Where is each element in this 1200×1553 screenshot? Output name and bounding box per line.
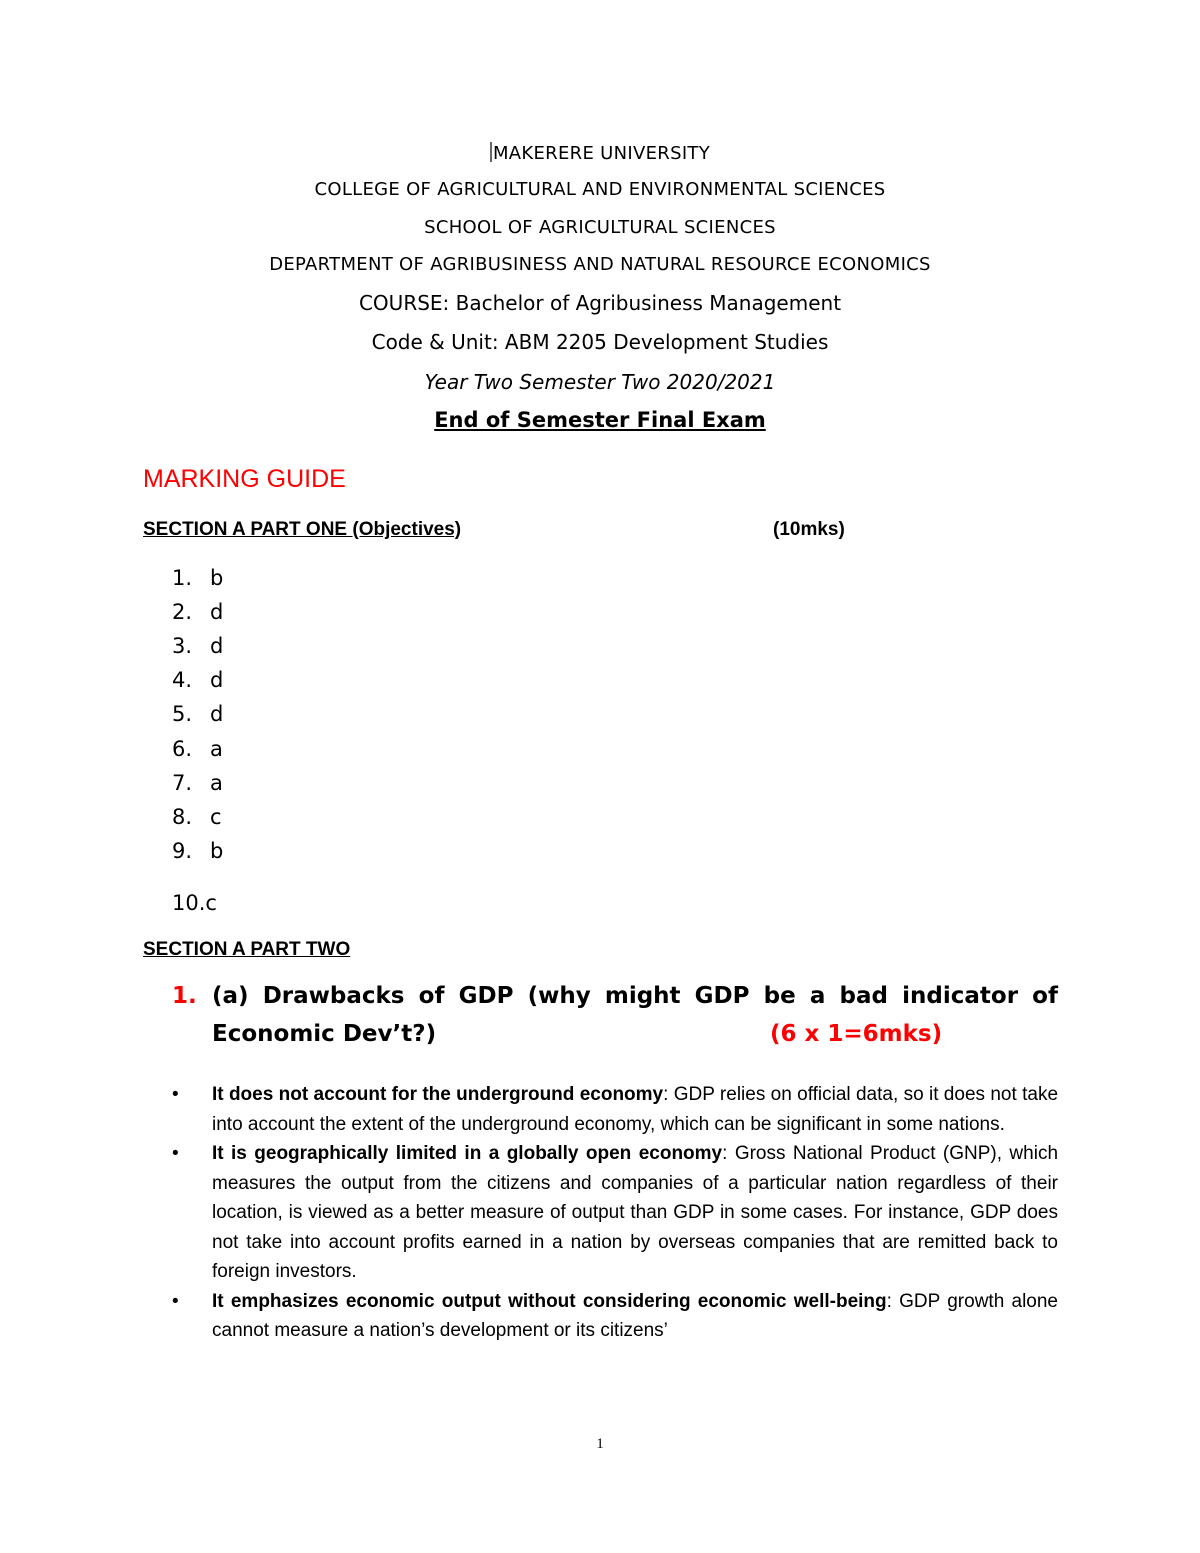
- exam-title: End of Semester Final Exam: [434, 408, 766, 432]
- marking-guide-title: MARKING GUIDE: [143, 465, 346, 493]
- answer-item: 3. d: [172, 634, 224, 658]
- answer-item: 2. d: [172, 600, 224, 624]
- list-item: • It emphasizes economic output without considering economic well-being: GDP growth alone cannot measure a nation’s development or its citizens’: [172, 1287, 1058, 1346]
- list-item: • It is geographically limited in a globally open economy: Gross National Product (GNP), which measures the output from the citizens and companies of a particular nation regardless of their location, is viewed as a better measure of output than GDP in some cases. For instance, GDP does not take into account profits earned in a nation by overseas companies that are remitted back to foreign investors.: [172, 1139, 1058, 1287]
- answer-item: 9. b: [172, 839, 224, 863]
- answer-item: 7. a: [172, 771, 223, 795]
- answer-item: 4. d: [172, 668, 224, 692]
- answer-item: 8. c: [172, 805, 222, 829]
- bullet-icon: •: [172, 1290, 179, 1312]
- question-text-line-1: (a) Drawbacks of GDP (why might GDP be a bad indicator of: [212, 983, 1058, 1009]
- department-heading: DEPARTMENT OF AGRIBUSINESS AND NATURAL RESOURCE ECONOMICS: [269, 254, 931, 275]
- answer-item: 5. d: [172, 702, 224, 726]
- year-semester-line: Year Two Semester Two 2020/2021: [424, 370, 776, 394]
- list-item: • It does not account for the underground economy: GDP relies on official data, so it does not take into account the extent of the underground economy, which can be significant in some nations.: [172, 1080, 1058, 1139]
- section-a-part-one-marks: (10mks): [773, 519, 845, 540]
- section-a-part-one-title: SECTION A PART ONE (Objectives): [143, 519, 462, 540]
- answer-item: 10.c: [172, 891, 217, 915]
- college-heading: COLLEGE OF AGRICULTURAL AND ENVIRONMENTAL SCIENCES: [314, 179, 886, 200]
- question-marks: (6 x 1=6mks): [770, 1021, 943, 1047]
- question-text-line-2: Economic Dev’t?): [212, 1021, 437, 1047]
- answer-item: 6. a: [172, 737, 223, 761]
- university-heading: MAKERERE UNIVERSITY: [0, 142, 1200, 164]
- answer-item: 1. b: [172, 566, 224, 590]
- school-heading: SCHOOL OF AGRICULTURAL SCIENCES: [424, 217, 776, 238]
- page-number: 1: [596, 1436, 604, 1452]
- question-number: 1.: [172, 983, 197, 1009]
- bullet-icon: •: [172, 1084, 179, 1105]
- code-unit-line: Code & Unit: ABM 2205 Development Studies: [371, 330, 829, 354]
- bullet-icon: •: [172, 1143, 179, 1164]
- drawbacks-list: [172, 1080, 1058, 1346]
- course-line: COURSE: Bachelor of Agribusiness Management: [358, 291, 842, 315]
- section-a-part-two-title: SECTION A PART TWO: [143, 939, 351, 960]
- text-cursor: [490, 142, 492, 162]
